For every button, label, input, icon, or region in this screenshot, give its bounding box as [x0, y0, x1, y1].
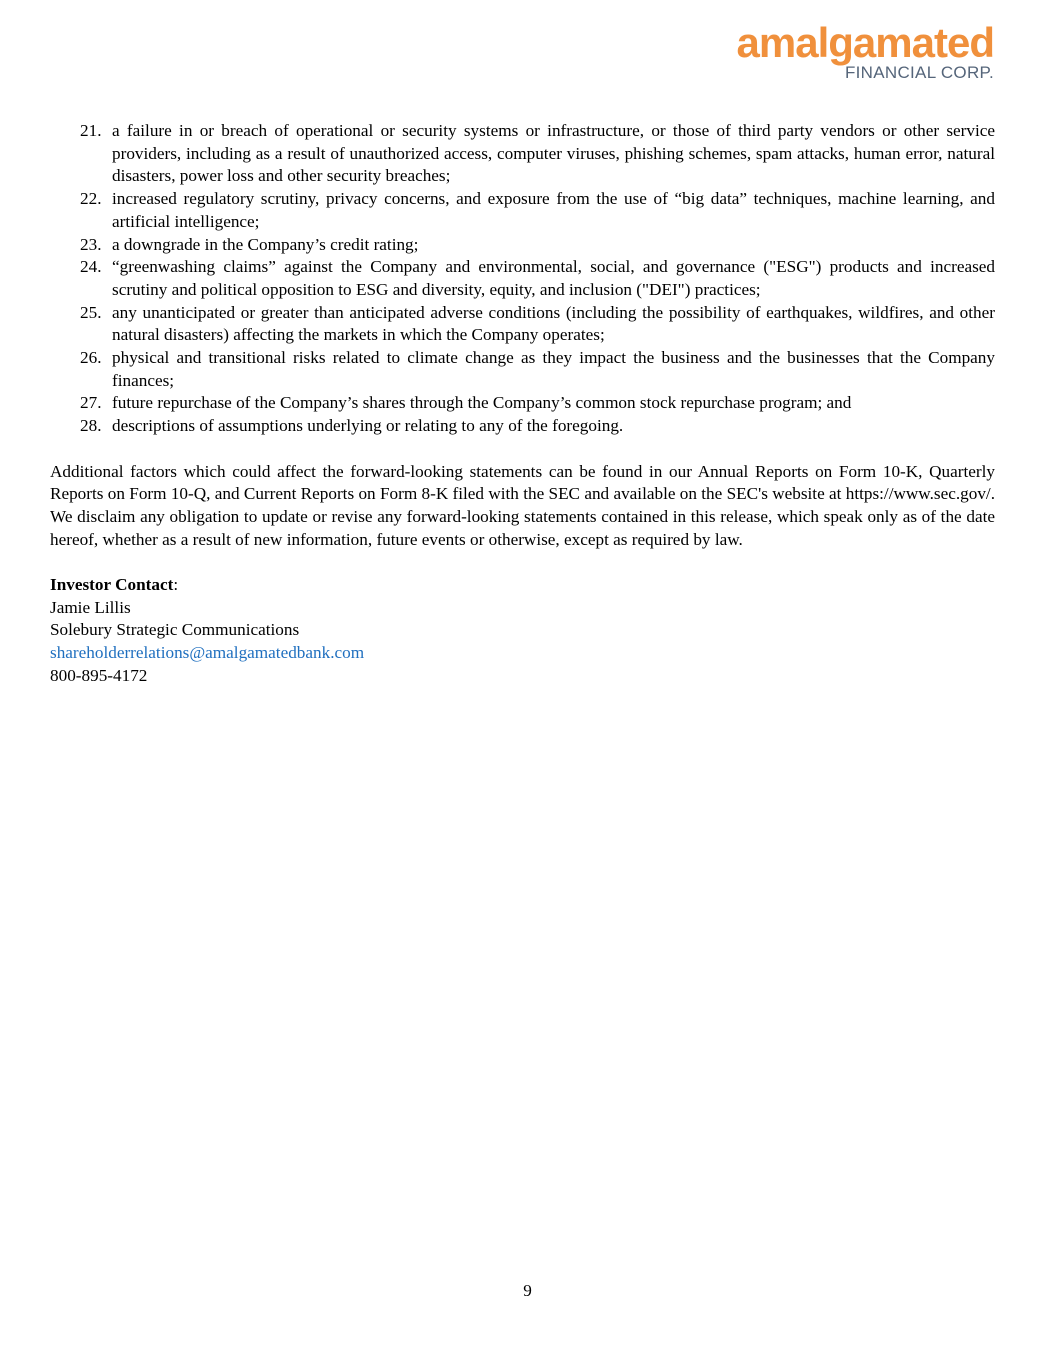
investor-contact [50, 574, 995, 688]
list-item-text: a failure in or breach of operational or security systems or infrastructure, or those of third party vendors or other service providers, including as a result of unauthorized access, computer viruses, phishing schemes, spam attacks, human error, natural disasters, power loss and other security breaches; [112, 121, 995, 186]
list-item [50, 302, 995, 347]
list-item [50, 188, 995, 233]
list-item [50, 256, 995, 301]
list-item-text: “greenwashing claims” against the Company and environmental, social, and governance ("ESG") products and increased scrutiny and political opposition to ESG and diversity, equity, and inclusion ("DEI") practices; [112, 257, 995, 299]
contact-heading-colon: : [173, 575, 179, 595]
list-item-number: 21. [80, 121, 102, 140]
list-item-text: descriptions of assumptions underlying or relating to any of the foregoing. [112, 416, 624, 436]
contact-name: Jamie Lillis [50, 597, 131, 617]
list-item-number: 27. [80, 393, 102, 413]
risk-factor-list [50, 120, 995, 438]
list-item-text: future repurchase of the Company’s shares through the Company’s common stock repurchase program; and [112, 393, 852, 413]
contact-company: Solebury Strategic Communications [50, 620, 300, 640]
logo-subtitle: FINANCIAL CORP. [844, 63, 994, 82]
list-item [50, 347, 995, 392]
list-item-number: 25. [80, 302, 102, 322]
list-item-text: increased regulatory scrutiny, privacy concerns, and exposure from the use of “big data” techniques, machine learning, and artificial intelligence; [112, 189, 995, 231]
list-item-number: 24. [80, 257, 102, 277]
list-item [50, 120, 995, 188]
list-item-text: a downgrade in the Company’s credit rating; [112, 234, 419, 254]
list-item [50, 415, 995, 438]
page-number: 9 [523, 1281, 532, 1300]
additional-factors-paragraph: Additional factors which could affect the forward-looking statements can be found in our Annual Reports on Form 10-K, Quarterly Reports on Form 10-Q, and Current Reports on Form 8-K filed with the SEC and available on the SEC's website at https://www.sec.gov/. We disclaim any obligation to update or revise any forward-looking statements contained in this release, which speak only as of the date hereof, whether as a result of new information, future events or otherwise, except as required by law. [50, 461, 995, 549]
list-item-number: 28. [80, 416, 102, 436]
document-body [50, 120, 995, 688]
contact-heading: Investor Contact [50, 575, 174, 595]
list-item-number: 22. [80, 189, 102, 209]
list-item [50, 234, 995, 257]
list-item-number: 23. [80, 234, 102, 254]
contact-heading-line [50, 574, 995, 597]
company-logo [736, 19, 994, 82]
list-item-text: any unanticipated or greater than anticipated adverse conditions (including the possibility of earthquakes, wildfires, and other natural disasters) affecting the markets in which the Company operates; [112, 302, 995, 345]
contact-phone: 800-895-4172 [50, 665, 148, 685]
contact-email-link[interactable]: shareholderrelations@amalgamatedbank.com [50, 643, 365, 663]
logo-wordmark: amalgamated [736, 19, 994, 66]
list-item-number: 26. [80, 348, 102, 368]
list-item [50, 392, 995, 415]
list-item-text: physical and transitional risks related to climate change as they impact the business and the businesses that the Company finances; [112, 348, 995, 390]
